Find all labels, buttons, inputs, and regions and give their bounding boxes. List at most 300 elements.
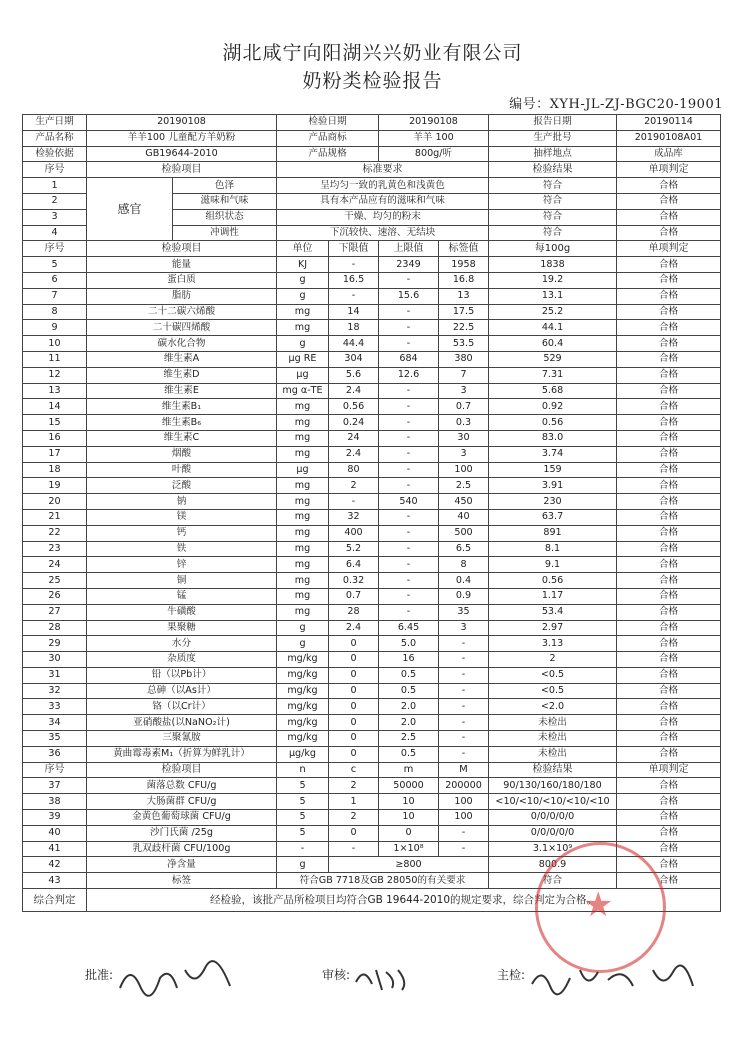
- cell-c: 1: [329, 794, 379, 810]
- cell-label: 3: [439, 620, 489, 636]
- col-header: c: [329, 762, 379, 778]
- cell-label: 0.9: [439, 588, 489, 604]
- cell-item: 泛酸: [87, 478, 277, 494]
- table-row: [23, 620, 721, 636]
- cell-item: 冲调性: [173, 225, 277, 241]
- cell-item: 牛磺酸: [87, 604, 277, 620]
- cell-judge: 合格: [617, 573, 721, 589]
- table-row: [23, 652, 721, 668]
- cell-label: 35: [439, 604, 489, 620]
- sensory-group-label: 感官: [87, 178, 173, 241]
- cell-label: -: [439, 636, 489, 652]
- cell-judge: 合格: [617, 683, 721, 699]
- cell-judge: 合格: [617, 367, 721, 383]
- cell-min: 0: [329, 636, 379, 652]
- info-label: 抽样地点: [489, 146, 617, 162]
- cell-judge: 合格: [617, 636, 721, 652]
- cell-item: 锰: [87, 588, 277, 604]
- cell-no: 24: [23, 557, 87, 573]
- cell-n: 5: [277, 825, 329, 841]
- cell-M: -: [439, 841, 489, 857]
- cell-min: 0.32: [329, 573, 379, 589]
- cell-label: 0.3: [439, 415, 489, 431]
- cell-judge: 合格: [617, 446, 721, 462]
- col-header: 单项判定: [617, 762, 721, 778]
- cell-item: 铜: [87, 573, 277, 589]
- cell-n: 5: [277, 778, 329, 794]
- cell-max: 2.0: [379, 699, 439, 715]
- cell-judge: 合格: [617, 351, 721, 367]
- cell-no: 42: [23, 857, 87, 873]
- cell-result: 891: [489, 525, 617, 541]
- cell-item: 维生素C: [87, 430, 277, 446]
- cell-judge: 合格: [617, 336, 721, 352]
- table-row: [23, 288, 721, 304]
- cell-max: -: [379, 557, 439, 573]
- cell-item: 锌: [87, 557, 277, 573]
- cell-max: -: [379, 462, 439, 478]
- cell-unit: mg: [277, 494, 329, 510]
- table-row: [23, 699, 721, 715]
- table-row: [23, 557, 721, 573]
- table-row: [23, 604, 721, 620]
- cell-no: 7: [23, 288, 87, 304]
- cell-M: 100: [439, 794, 489, 810]
- cell-requirement: 符合GB 7718及GB 28050的有关要求: [277, 873, 489, 889]
- cell-max: 16: [379, 652, 439, 668]
- col-header: 标准要求: [277, 162, 489, 178]
- cell-max: 6.45: [379, 620, 439, 636]
- cell-c: 0: [329, 825, 379, 841]
- cell-label: 380: [439, 351, 489, 367]
- cell-unit: mg: [277, 541, 329, 557]
- col-header: 检验结果: [489, 762, 617, 778]
- cell-judge: 合格: [617, 825, 721, 841]
- cell-judge: 合格: [617, 699, 721, 715]
- cell-label: -: [439, 746, 489, 762]
- cell-requirement: 呈均匀一致的乳黄色和浅黄色: [277, 178, 489, 194]
- cell-result: 符合: [489, 178, 617, 194]
- col-header: m: [379, 762, 439, 778]
- col-header: n: [277, 762, 329, 778]
- cell-judge: 合格: [617, 304, 721, 320]
- cell-item: 色泽: [173, 178, 277, 194]
- cell-no: 40: [23, 825, 87, 841]
- cell-judge: 合格: [617, 288, 721, 304]
- cell-min: 0: [329, 667, 379, 683]
- cell-result: 未检出: [489, 731, 617, 747]
- col-header: 序号: [23, 241, 87, 257]
- cell-item: 维生素A: [87, 351, 277, 367]
- cell-label: -: [439, 699, 489, 715]
- cell-min: 2.4: [329, 383, 379, 399]
- cell-result: 230: [489, 494, 617, 510]
- cell-judge: 合格: [617, 873, 721, 889]
- table-row: [23, 399, 721, 415]
- red-seal-stamp: [535, 842, 666, 973]
- cell-max: -: [379, 415, 439, 431]
- cell-max: -: [379, 446, 439, 462]
- nutrition-header: [23, 241, 721, 257]
- cell-judge: 合格: [617, 383, 721, 399]
- cell-result: 3.1×10⁹: [489, 841, 617, 857]
- cell-item: 净含量: [87, 857, 277, 873]
- cell-result: 19.2: [489, 272, 617, 288]
- cell-min: 0: [329, 683, 379, 699]
- table-row: [23, 367, 721, 383]
- cell-unit: mg: [277, 588, 329, 604]
- cell-result: 符合: [489, 209, 617, 225]
- micro-header: [23, 762, 721, 778]
- cell-no: 10: [23, 336, 87, 352]
- cell-label: 7: [439, 367, 489, 383]
- cell-label: 16.8: [439, 272, 489, 288]
- col-header: 上限值: [379, 241, 439, 257]
- cell-min: 0.7: [329, 588, 379, 604]
- cell-item: 铅（以Pb计）: [87, 667, 277, 683]
- cell-min: 0.56: [329, 399, 379, 415]
- cell-item: 黄曲霉毒素M₁（折算为鲜乳计）: [87, 746, 277, 762]
- cell-judge: 合格: [617, 415, 721, 431]
- cell-n: 5: [277, 810, 329, 826]
- cell-min: 400: [329, 525, 379, 541]
- cell-label: 100: [439, 462, 489, 478]
- cell-no: 8: [23, 304, 87, 320]
- cell-m: 1×10⁸: [379, 841, 439, 857]
- table-row: [23, 667, 721, 683]
- cell-result: <0.5: [489, 667, 617, 683]
- cell-judge: 合格: [617, 810, 721, 826]
- inspector-signature: [528, 960, 698, 996]
- cell-unit: mg: [277, 446, 329, 462]
- cell-judge: 合格: [617, 715, 721, 731]
- table-row: [23, 415, 721, 431]
- cell-result: 800.9: [489, 857, 617, 873]
- review-label: 审核:: [322, 968, 351, 982]
- table-row: [23, 257, 721, 273]
- col-header: 检验项目: [87, 241, 277, 257]
- cell-result: 83.0: [489, 430, 617, 446]
- cell-min: 2.4: [329, 446, 379, 462]
- cell-item: 大肠菌群 CFU/g: [87, 794, 277, 810]
- cell-label: 40: [439, 509, 489, 525]
- cell-no: 6: [23, 272, 87, 288]
- cell-item: 维生素E: [87, 383, 277, 399]
- cell-no: 11: [23, 351, 87, 367]
- table-row: [23, 573, 721, 589]
- cell-judge: 合格: [617, 557, 721, 573]
- cell-item: 叶酸: [87, 462, 277, 478]
- cell-max: 12.6: [379, 367, 439, 383]
- cell-unit: g: [277, 620, 329, 636]
- table-row: [23, 778, 721, 794]
- cell-min: 5.2: [329, 541, 379, 557]
- cell-unit: mg: [277, 509, 329, 525]
- cell-result: 2: [489, 652, 617, 668]
- cell-min: 2: [329, 478, 379, 494]
- cell-max: 2.0: [379, 715, 439, 731]
- col-header: 序号: [23, 762, 87, 778]
- table-row: [23, 731, 721, 747]
- cell-judge: 合格: [617, 430, 721, 446]
- cell-label: 1958: [439, 257, 489, 273]
- cell-label: 3: [439, 383, 489, 399]
- cell-M: 200000: [439, 778, 489, 794]
- cell-judge: 合格: [617, 494, 721, 510]
- cell-c: 2: [329, 778, 379, 794]
- cell-unit: μg: [277, 462, 329, 478]
- col-header: 标签值: [439, 241, 489, 257]
- info-label: 产品商标: [277, 130, 379, 146]
- cell-no: 23: [23, 541, 87, 557]
- cell-label: 0.4: [439, 573, 489, 589]
- cell-judge: 合格: [617, 178, 721, 194]
- cell-result: 0/0/0/0/0: [489, 810, 617, 826]
- cell-judge: 合格: [617, 272, 721, 288]
- info-label: 检验依据: [23, 146, 87, 162]
- cell-no: 25: [23, 573, 87, 589]
- cell-result: 符合: [489, 225, 617, 241]
- cell-min: 6.4: [329, 557, 379, 573]
- cell-result: 25.2: [489, 304, 617, 320]
- cell-item: 镁: [87, 509, 277, 525]
- cell-result: 53.4: [489, 604, 617, 620]
- cell-item: 三聚氰胺: [87, 731, 277, 747]
- table-row: [23, 336, 721, 352]
- cell-requirement: 下沉较快、速溶、无结块: [277, 225, 489, 241]
- col-header: 每100g: [489, 241, 617, 257]
- table-row: [23, 746, 721, 762]
- cell-result: <0.5: [489, 683, 617, 699]
- cell-max: 5.0: [379, 636, 439, 652]
- cell-no: 1: [23, 178, 87, 194]
- cell-min: 5.6: [329, 367, 379, 383]
- cell-item: 铬（以Cr计）: [87, 699, 277, 715]
- cell-no: 33: [23, 699, 87, 715]
- cell-min: 0: [329, 699, 379, 715]
- cell-m: 10: [379, 810, 439, 826]
- cell-requirement: ≥800: [329, 857, 489, 873]
- cell-item: 脂肪: [87, 288, 277, 304]
- cell-min: -: [329, 494, 379, 510]
- info-label: 检验日期: [277, 115, 379, 131]
- cell-unit: μg: [277, 367, 329, 383]
- cell-min: -: [329, 257, 379, 273]
- sensory-header: [23, 162, 721, 178]
- cell-result: <2.0: [489, 699, 617, 715]
- table-row: [23, 462, 721, 478]
- cell-item: 维生素B₁: [87, 399, 277, 415]
- info-label: 报告日期: [489, 115, 617, 131]
- cell-label: -: [439, 715, 489, 731]
- cell-unit: mg: [277, 604, 329, 620]
- cell-max: -: [379, 573, 439, 589]
- conclusion-label: 综合判定: [23, 889, 87, 912]
- cell-item: 碳水化合物: [87, 336, 277, 352]
- cell-unit: mg/kg: [277, 731, 329, 747]
- cell-label: 8: [439, 557, 489, 573]
- table-row: [23, 478, 721, 494]
- cell-max: -: [379, 399, 439, 415]
- cell-item: 水分: [87, 636, 277, 652]
- cell-no: 43: [23, 873, 87, 889]
- cell-unit: μg/kg: [277, 746, 329, 762]
- cell-n: 5: [277, 794, 329, 810]
- cell-requirement: 具有本产品应有的滋味和气味: [277, 193, 489, 209]
- cell-item: 钠: [87, 494, 277, 510]
- cell-item: 金黄色葡萄球菌 CFU/g: [87, 810, 277, 826]
- cell-label: -: [439, 667, 489, 683]
- cell-item: 乳双歧杆菌 CFU/100g: [87, 841, 277, 857]
- cell-item: 果聚糖: [87, 620, 277, 636]
- table-row: [23, 304, 721, 320]
- cell-judge: 合格: [617, 399, 721, 415]
- cell-item: 滋味和气味: [173, 193, 277, 209]
- cell-result: 3.74: [489, 446, 617, 462]
- approve-signature: [115, 958, 235, 998]
- cell-judge: 合格: [617, 209, 721, 225]
- cell-min: 32: [329, 509, 379, 525]
- col-header: 检验结果: [489, 162, 617, 178]
- cell-unit: g: [277, 272, 329, 288]
- cell-result: 3.13: [489, 636, 617, 652]
- col-header: 单项判定: [617, 162, 721, 178]
- company-name: 湖北咸宁向阳湖兴兴奶业有限公司: [222, 42, 523, 64]
- cell-judge: 合格: [617, 620, 721, 636]
- cell-result: 90/130/160/180/180: [489, 778, 617, 794]
- cell-no: 18: [23, 462, 87, 478]
- cell-result: 1.17: [489, 588, 617, 604]
- cell-max: 2.5: [379, 731, 439, 747]
- table-row: [23, 683, 721, 699]
- cell-unit: g: [277, 636, 329, 652]
- table-row: [23, 810, 721, 826]
- cell-min: 16.5: [329, 272, 379, 288]
- cell-item: 亚硝酸盐(以NaNO₂计): [87, 715, 277, 731]
- cell-unit: mg/kg: [277, 715, 329, 731]
- info-row-3: [23, 146, 721, 162]
- cell-m: 50000: [379, 778, 439, 794]
- cell-judge: 合格: [617, 841, 721, 857]
- cell-min: 2.4: [329, 620, 379, 636]
- cell-max: -: [379, 604, 439, 620]
- cell-judge: 合格: [617, 604, 721, 620]
- cell-result: 0.56: [489, 415, 617, 431]
- cell-min: 24: [329, 430, 379, 446]
- review-signature: [352, 962, 412, 994]
- col-header: 单位: [277, 241, 329, 257]
- cell-no: 28: [23, 620, 87, 636]
- cell-max: -: [379, 383, 439, 399]
- cell-no: 19: [23, 478, 87, 494]
- cell-requirement: 干燥、均匀的粉末: [277, 209, 489, 225]
- col-header: 检验项目: [87, 162, 277, 178]
- cell-result: 符合: [489, 193, 617, 209]
- cell-label: 17.5: [439, 304, 489, 320]
- inspector-label: 主检:: [497, 968, 526, 982]
- cell-judge: 合格: [617, 225, 721, 241]
- cell-label: 0.7: [439, 399, 489, 415]
- cell-no: 26: [23, 588, 87, 604]
- cell-unit: mg: [277, 573, 329, 589]
- cell-unit: mg/kg: [277, 667, 329, 683]
- cell-label: -: [439, 652, 489, 668]
- cell-label: 2.5: [439, 478, 489, 494]
- info-value: 20190108A01: [617, 130, 721, 146]
- info-value: 羊羊100 儿童配方羊奶粉: [87, 130, 277, 146]
- cell-unit: mg: [277, 478, 329, 494]
- cell-max: -: [379, 336, 439, 352]
- info-value: 20190108: [379, 115, 489, 131]
- cell-min: 0: [329, 652, 379, 668]
- cell-item: 维生素D: [87, 367, 277, 383]
- info-value: 20190108: [87, 115, 277, 131]
- cell-unit: mg α-TE: [277, 383, 329, 399]
- cell-item: 菌落总数 CFU/g: [87, 778, 277, 794]
- cell-judge: 合格: [617, 462, 721, 478]
- cell-result: 未检出: [489, 715, 617, 731]
- cell-n: -: [277, 841, 329, 857]
- table-row: [23, 351, 721, 367]
- cell-result: 未检出: [489, 746, 617, 762]
- cell-no: 17: [23, 446, 87, 462]
- cell-no: 38: [23, 794, 87, 810]
- cell-item: 维生素B₆: [87, 415, 277, 431]
- cell-no: 12: [23, 367, 87, 383]
- cell-M: -: [439, 825, 489, 841]
- cell-max: -: [379, 509, 439, 525]
- cell-max: -: [379, 320, 439, 336]
- cell-item: 二十二碳六烯酸: [87, 304, 277, 320]
- info-label: 产品名称: [23, 130, 87, 146]
- cell-min: 0.24: [329, 415, 379, 431]
- cell-label: -: [439, 683, 489, 699]
- cell-result: 0.92: [489, 399, 617, 415]
- cell-max: 15.6: [379, 288, 439, 304]
- cell-min: 80: [329, 462, 379, 478]
- col-header: 检验项目: [87, 762, 277, 778]
- cell-no: 5: [23, 257, 87, 273]
- cell-judge: 合格: [617, 857, 721, 873]
- col-header: 序号: [23, 162, 87, 178]
- cell-no: 4: [23, 225, 87, 241]
- cell-judge: 合格: [617, 731, 721, 747]
- table-row: [23, 525, 721, 541]
- cell-judge: 合格: [617, 652, 721, 668]
- cell-judge: 合格: [617, 193, 721, 209]
- cell-item: 烟酸: [87, 446, 277, 462]
- cell-min: 0: [329, 731, 379, 747]
- cell-no: 39: [23, 810, 87, 826]
- cell-m: 10: [379, 794, 439, 810]
- cell-no: 14: [23, 399, 87, 415]
- table-row: [23, 446, 721, 462]
- cell-min: 14: [329, 304, 379, 320]
- approve-label: 批准:: [85, 968, 114, 982]
- report-table: [22, 114, 721, 912]
- cell-judge: 合格: [617, 541, 721, 557]
- table-row: [23, 794, 721, 810]
- table-row: [23, 588, 721, 604]
- cell-item: 组织状态: [173, 209, 277, 225]
- cell-no: 22: [23, 525, 87, 541]
- info-value: GB19644-2010: [87, 146, 277, 162]
- col-header: 单项判定: [617, 241, 721, 257]
- info-label: 生产批号: [489, 130, 617, 146]
- cell-max: 540: [379, 494, 439, 510]
- cell-judge: 合格: [617, 257, 721, 273]
- cell-label: 30: [439, 430, 489, 446]
